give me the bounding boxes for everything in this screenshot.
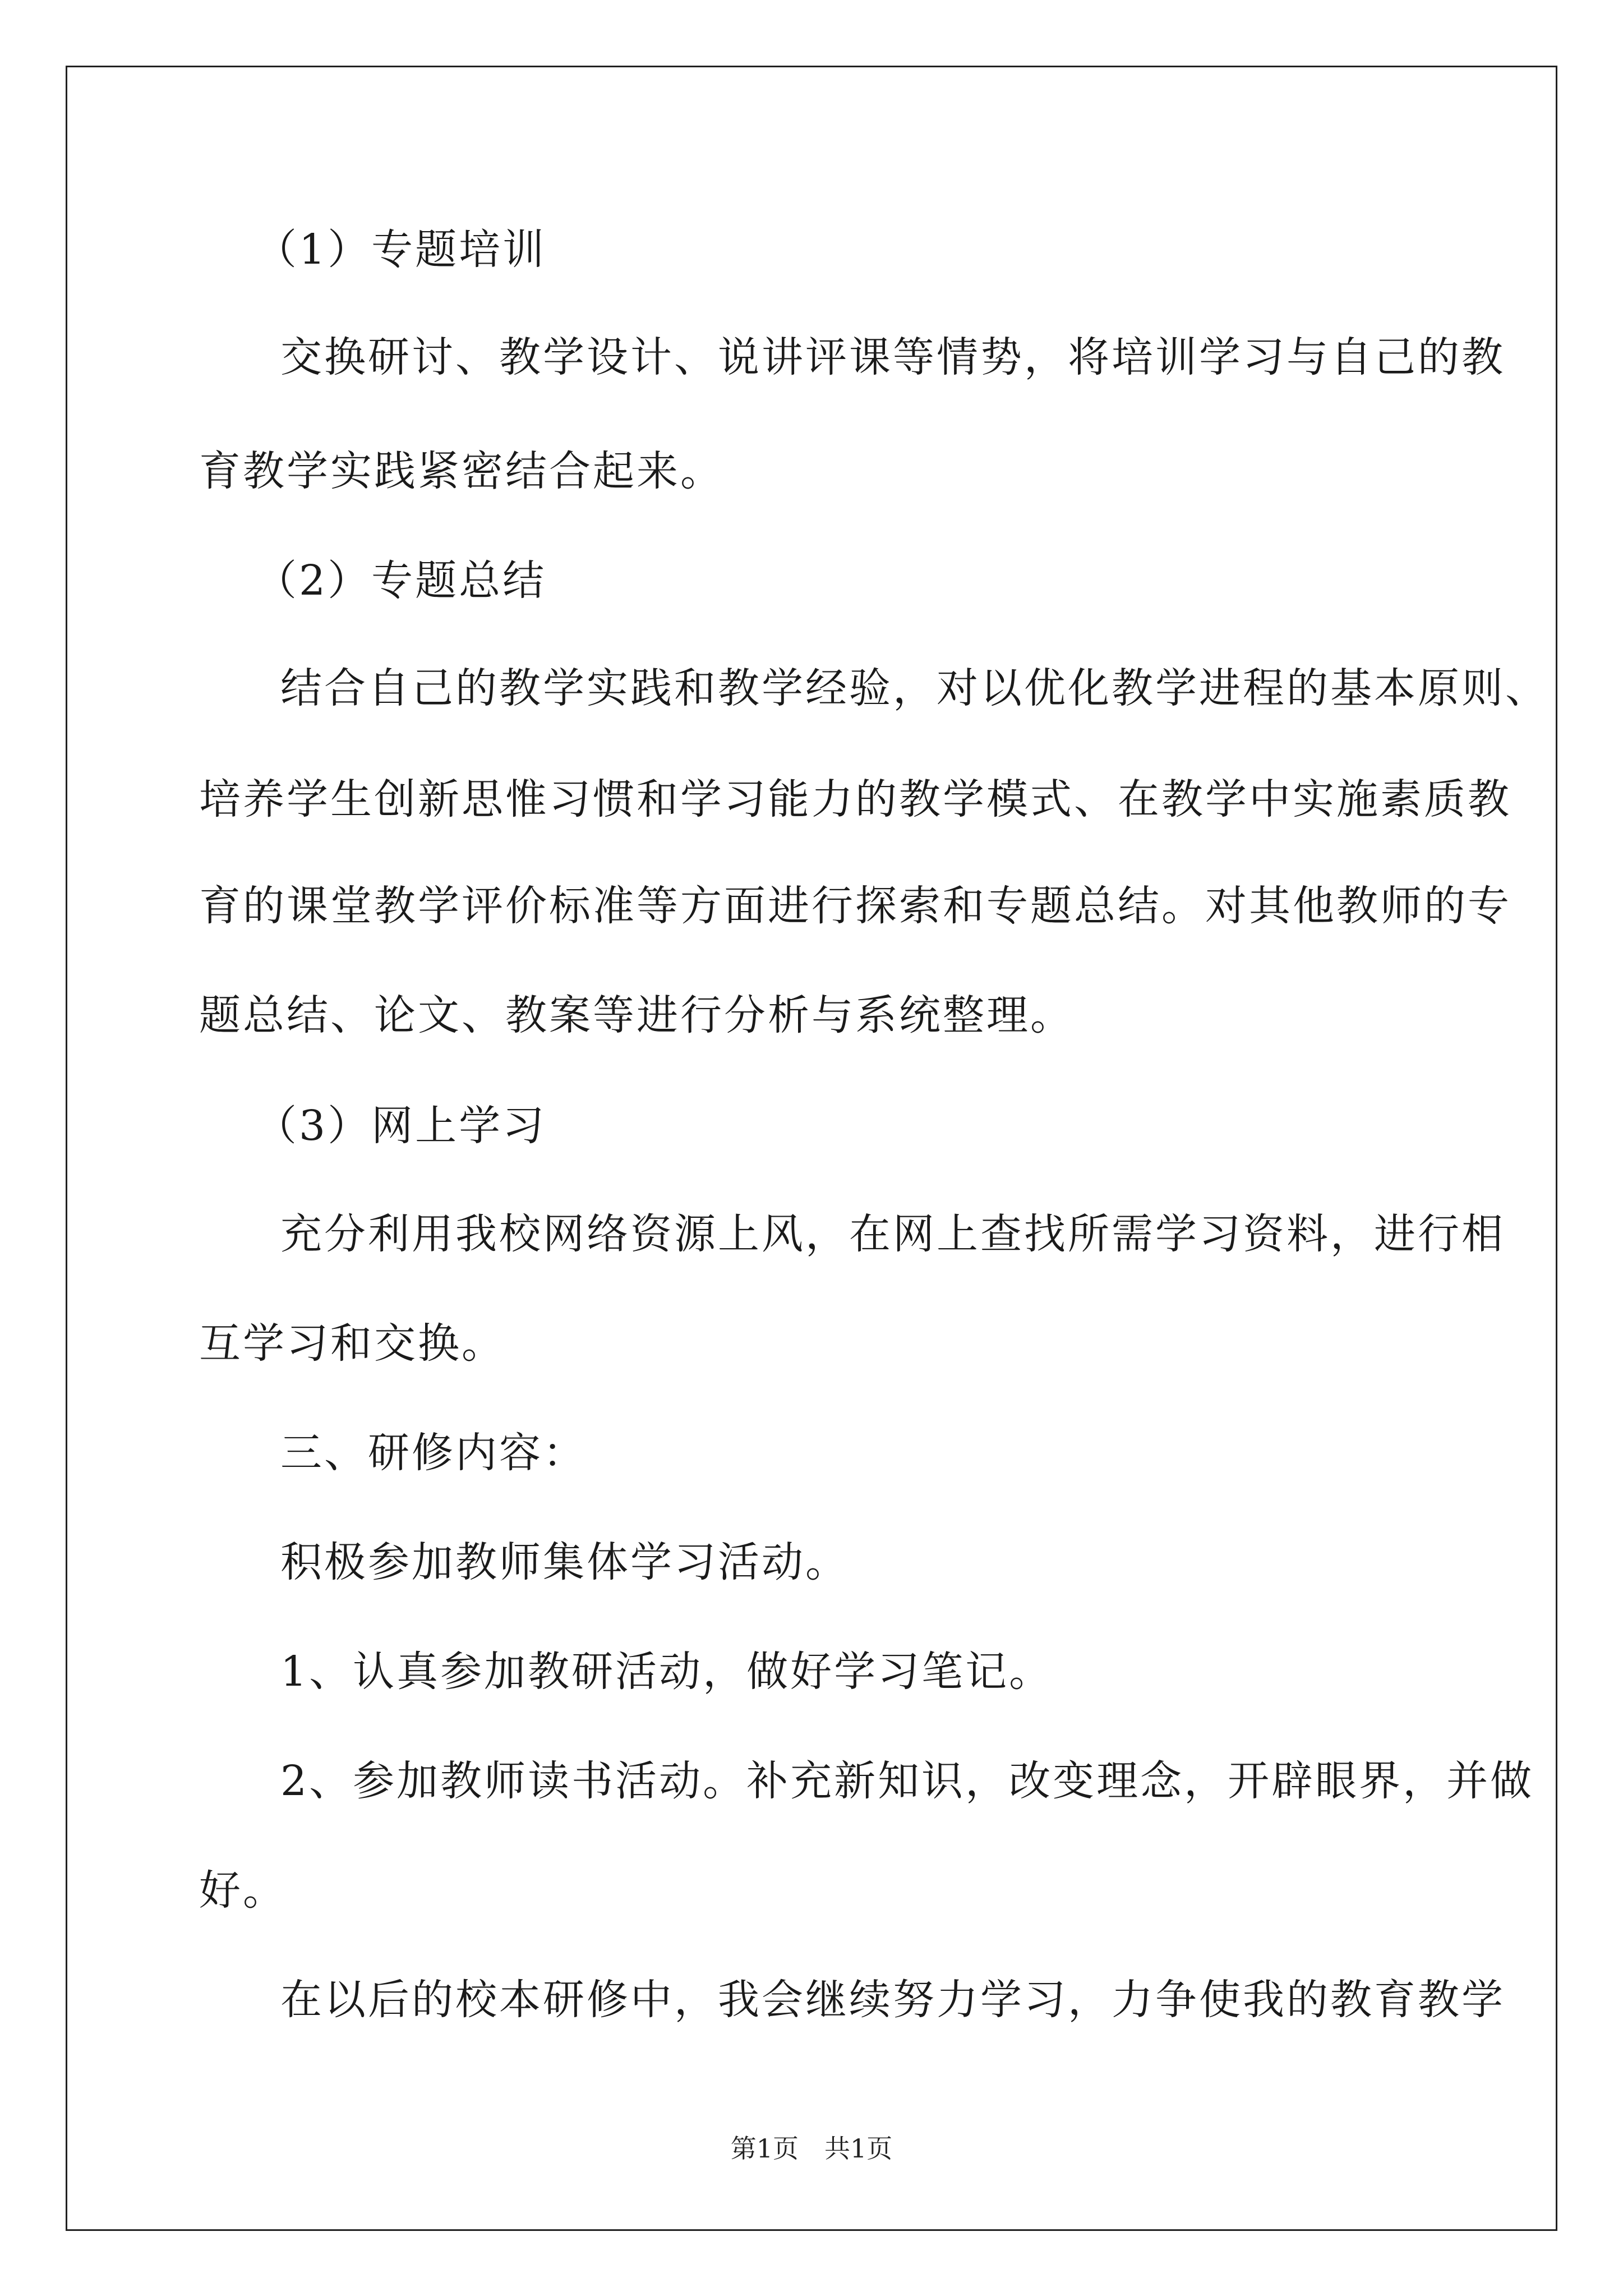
- paragraph-line: 积极参加教师集体学习活动。: [280, 1538, 849, 1586]
- paragraph-line: 互学习和交换。: [199, 1319, 505, 1368]
- paragraph-line: 在以后的校本研修中，我会继续努力学习，力争使我的教育教学: [280, 1976, 1505, 2024]
- paragraph-line: 育的课堂教学评价标准等方面进行探索和专题总结。对其他教师的专: [199, 882, 1511, 930]
- paragraph-line: 结合自己的教学实践和教学经验，对以优化教学进程的基本原则、: [280, 664, 1549, 712]
- heading-special-summary: （2）专题总结: [255, 556, 547, 605]
- heading-special-training: （1）专题培训: [255, 226, 547, 274]
- paragraph-line: 培养学生创新思惟习惯和学习能力的教学模式、在教学中实施素质教: [199, 775, 1511, 823]
- paragraph-line: 充分利用我校网络资源上风，在网上查找所需学习资料，进行相: [280, 1210, 1505, 1258]
- heading-online-learning: （3）网上学习: [255, 1102, 547, 1150]
- paragraph-line: 好。: [199, 1866, 287, 1915]
- list-item-2: 2、参加教师读书活动。补充新知识，改变理念，开辟眼界，并做: [280, 1757, 1534, 1805]
- list-item-1: 1、认真参加教研活动，做好学习笔记。: [280, 1648, 1053, 1696]
- page-number-footer: 第1页 共1页: [730, 2133, 893, 2164]
- paragraph-line: 育教学实践紧密结合起来。: [199, 447, 724, 495]
- heading-study-content: 三、研修内容：: [280, 1429, 587, 1477]
- paragraph-line: 交换研讨、教学设计、说讲评课等情势，将培训学习与自己的教: [280, 333, 1505, 381]
- paragraph-line: 题总结、论文、教案等进行分析与系统整理。: [199, 991, 1074, 1039]
